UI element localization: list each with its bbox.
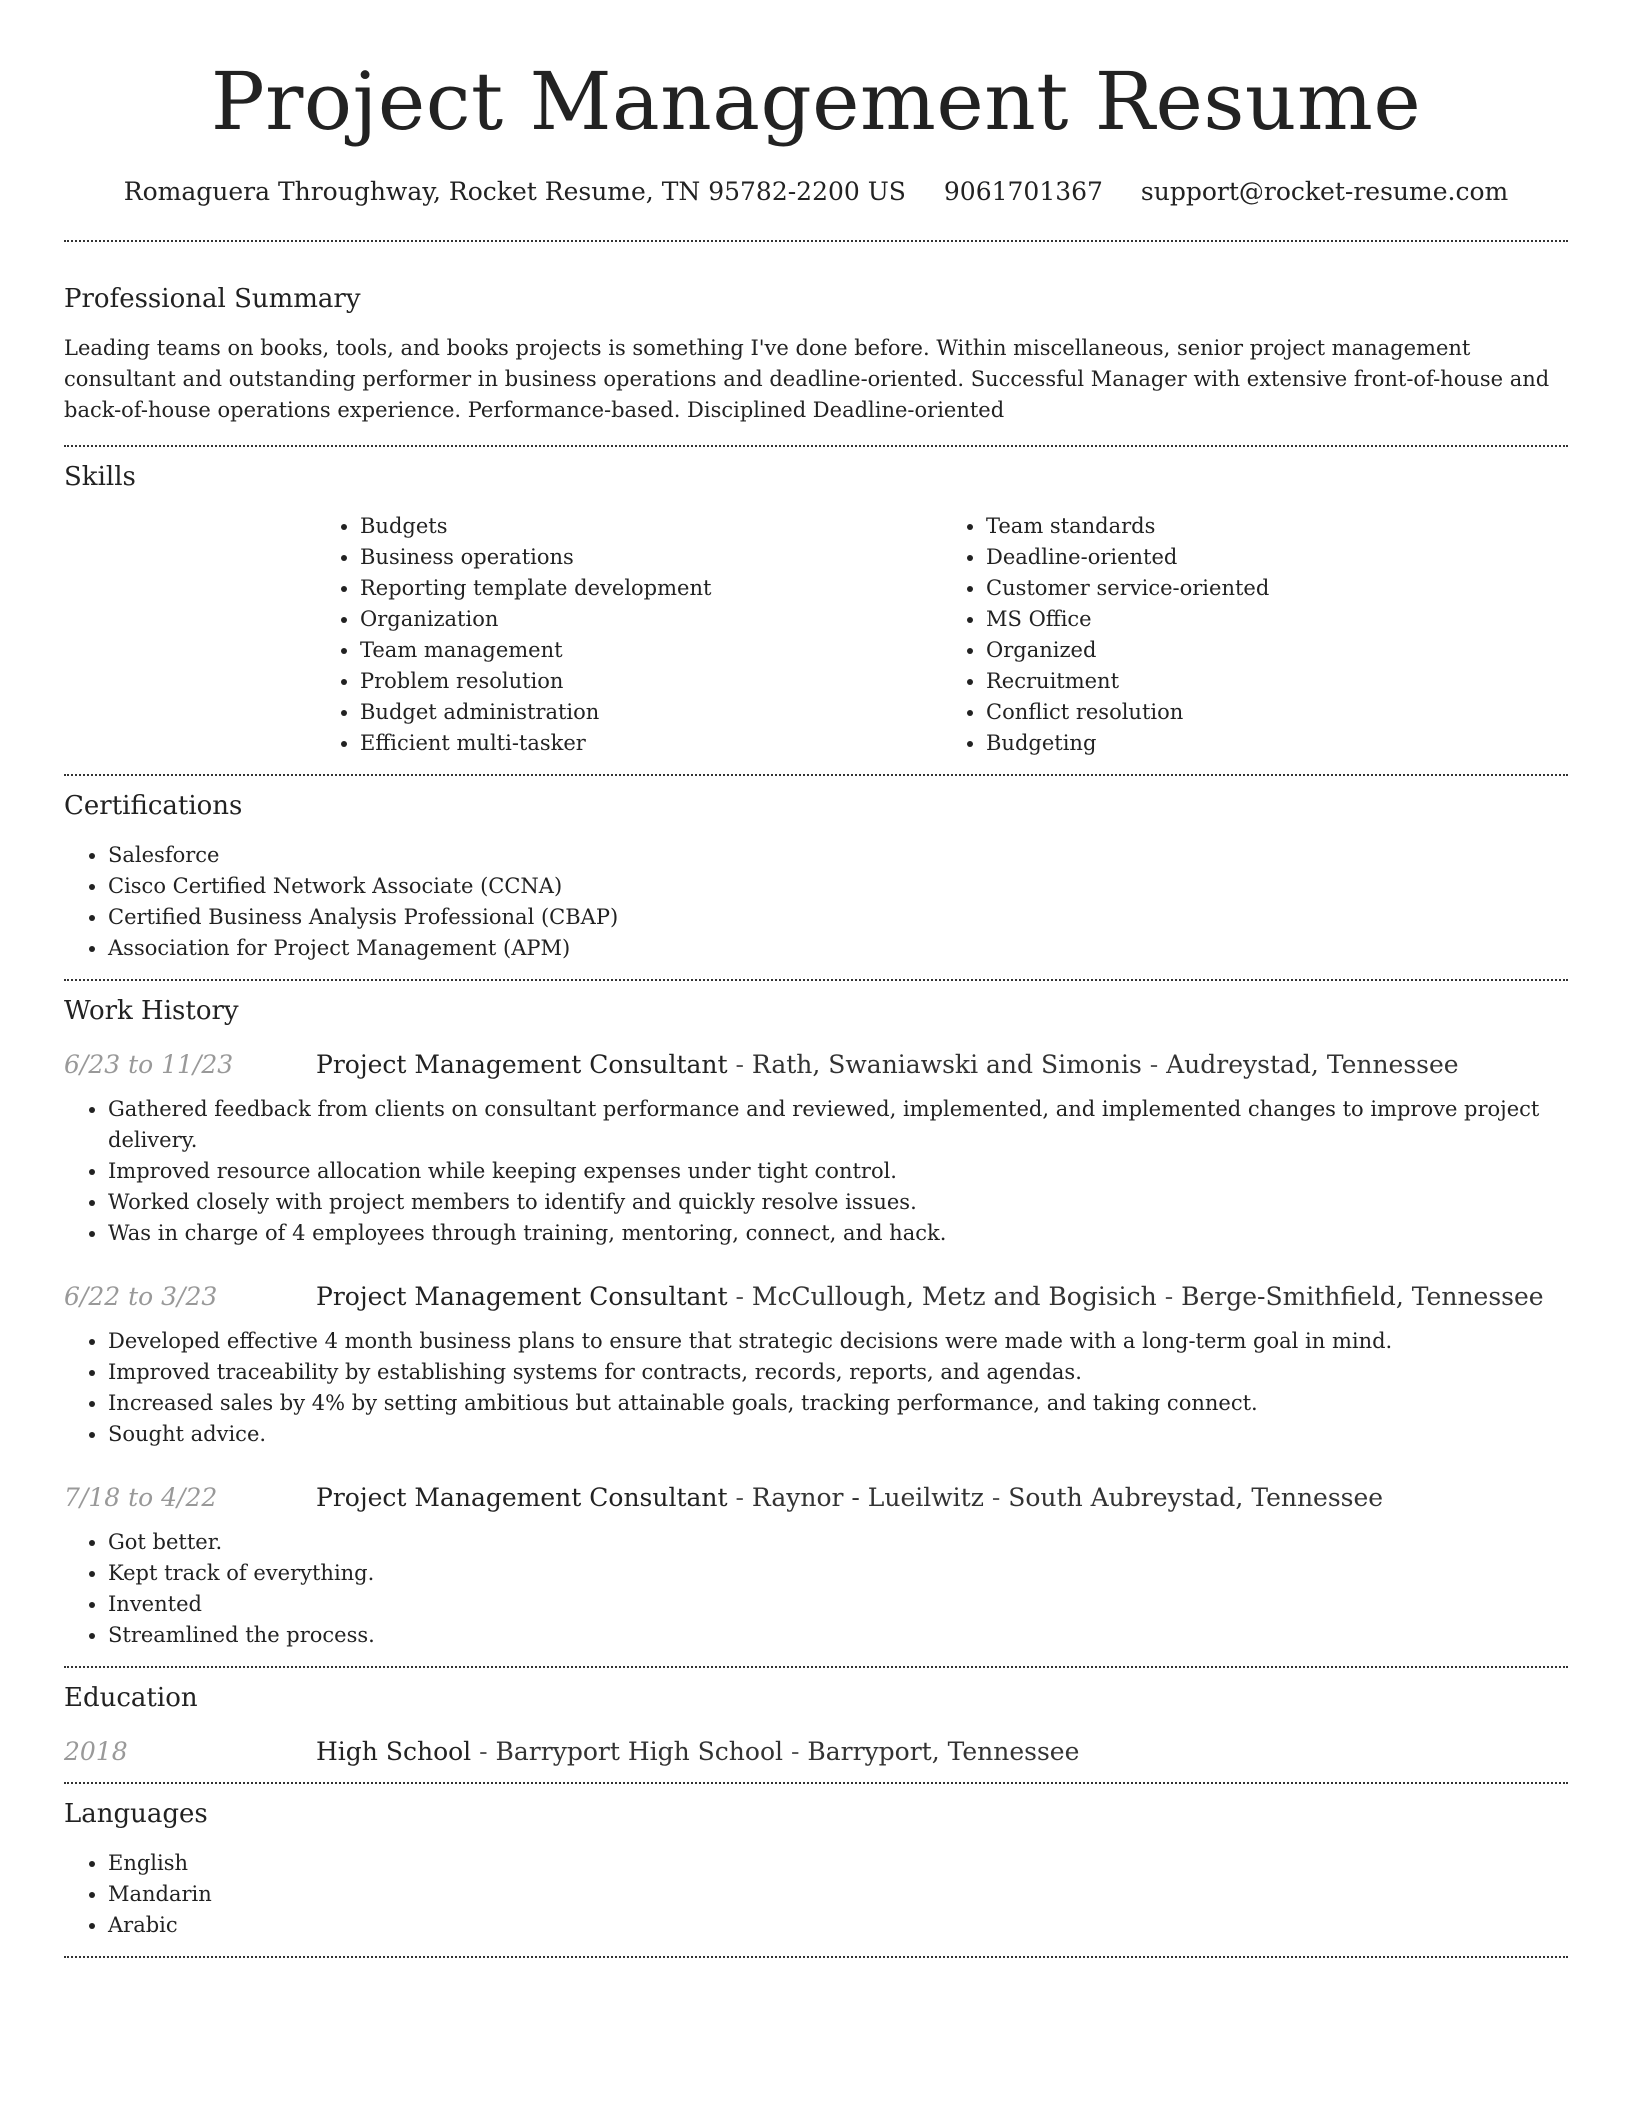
job-location: South Aubreystad, Tennessee	[1008, 1483, 1384, 1512]
education-entry	[64, 1734, 1568, 1782]
job-date: 6/22 to 3/23	[64, 1282, 218, 1311]
heading-separator: -	[471, 1737, 496, 1766]
job-role: Project Management Consultant	[316, 1483, 728, 1512]
list-item: • Certified Business Analysis Professional (CBAP)	[108, 902, 1568, 933]
list-item: • English	[108, 1848, 1568, 1879]
list-item: • Salesforce	[108, 840, 1568, 871]
job-bullets	[64, 1326, 1568, 1450]
job-header	[64, 1480, 1568, 1516]
job-heading	[316, 1480, 1383, 1516]
job-role: Project Management Consultant	[316, 1282, 728, 1311]
education-section	[64, 1668, 1568, 1782]
heading-separator: -	[983, 1483, 1009, 1512]
job-header	[64, 1047, 1568, 1083]
list-item: • Team management	[360, 635, 942, 666]
job-company: McCullough, Metz and Bogisich	[751, 1282, 1157, 1311]
list-item: • Problem resolution	[360, 666, 942, 697]
list-item: • Organization	[360, 604, 942, 635]
skills-list-left	[316, 511, 942, 759]
job-bullets	[64, 1094, 1568, 1249]
section-title-work-history: Work History	[64, 996, 239, 1026]
list-item: • Efficient multi-tasker	[360, 728, 942, 759]
education-heading	[316, 1734, 1079, 1770]
job-heading	[316, 1047, 1459, 1083]
job-entry	[64, 1480, 1568, 1666]
list-item: • Customer service-oriented	[986, 573, 1568, 604]
list-item: • Streamlined the process.	[108, 1620, 1568, 1651]
skills-list-right	[942, 511, 1568, 759]
list-item: • Budgets	[360, 511, 942, 542]
list-item: • Gathered feedback from clients on consultant performance and reviewed, implemented, and implemented changes to improve project delivery.	[108, 1094, 1568, 1156]
job-role: Project Management Consultant	[316, 1050, 728, 1079]
education-degree: High School	[316, 1737, 472, 1766]
section-title-languages: Languages	[64, 1799, 208, 1829]
list-item: • Improved traceability by establishing systems for contracts, records, reports, and agendas.	[108, 1357, 1568, 1388]
list-item: • Increased sales by 4% by setting ambitious but attainable goals, tracking performance, and taking connect.	[108, 1388, 1568, 1419]
job-date: 7/18 to 4/22	[64, 1483, 218, 1512]
job-entry	[64, 1047, 1568, 1249]
work-history-section	[64, 981, 1568, 1666]
certifications-section	[64, 776, 1568, 979]
heading-separator: -	[727, 1282, 752, 1311]
list-item: • Mandarin	[108, 1879, 1568, 1910]
list-item: • Invented	[108, 1589, 1568, 1620]
heading-separator: -	[1156, 1282, 1182, 1311]
section-title-education: Education	[64, 1683, 198, 1713]
summary-section	[64, 242, 1568, 445]
languages-section	[64, 1784, 1568, 1956]
list-item: • Team standards	[986, 511, 1568, 542]
list-item: • Budgeting	[986, 728, 1568, 759]
contact-address: Romaguera Throughway, Rocket Resume, TN 95782-2200 US	[123, 177, 906, 206]
contact-line	[64, 174, 1568, 210]
job-company: Rath, Swaniawski and Simonis	[751, 1050, 1142, 1079]
job-bullets	[64, 1527, 1568, 1651]
heading-separator: -	[727, 1483, 752, 1512]
skills-grid	[316, 511, 1568, 774]
list-item: • Organized	[986, 635, 1568, 666]
heading-separator: -	[727, 1050, 752, 1079]
skills-section	[64, 447, 1568, 774]
list-item: • Worked closely with project members to identify and quickly resolve issues.	[108, 1187, 1568, 1218]
list-item: • Developed effective 4 month business plans to ensure that strategic decisions were made with a long-term goal in mind.	[108, 1326, 1568, 1357]
education-school: Barryport High School	[495, 1737, 784, 1766]
list-item: • Cisco Certified Network Associate (CCNA)	[108, 871, 1568, 902]
list-item: • Recruitment	[986, 666, 1568, 697]
list-item: • Business operations	[360, 542, 942, 573]
list-item: • Deadline-oriented	[986, 542, 1568, 573]
section-title-summary: Professional Summary	[64, 284, 361, 314]
section-title-skills: Skills	[64, 462, 136, 492]
summary-text: Leading teams on books, tools, and books projects is something I've done before. Within miscellaneous, senior project management consultant and outstanding performer in business operations and deadline-oriented. Successful Manager with extensive front-of-house and back-of-house operations experience. Performance-based. Disciplined Deadline-oriented	[64, 336, 1550, 422]
list-item: • Reporting template development	[360, 573, 942, 604]
list-item: • Conflict resolution	[986, 697, 1568, 728]
list-item: • Association for Project Management (APM)	[108, 933, 1568, 964]
list-item: • Budget administration	[360, 697, 942, 728]
job-entry	[64, 1279, 1568, 1450]
list-item: • Got better.	[108, 1527, 1568, 1558]
contact-phone: 9061701367	[943, 177, 1103, 206]
list-item: • Improved resource allocation while keeping expenses under tight control.	[108, 1156, 1568, 1187]
list-item: • MS Office	[986, 604, 1568, 635]
education-location: Barryport, Tennessee	[807, 1737, 1080, 1766]
job-date: 6/23 to 11/23	[64, 1050, 234, 1079]
section-title-certifications: Certifications	[64, 791, 243, 821]
job-location: Audreystad, Tennessee	[1166, 1050, 1459, 1079]
languages-list	[64, 1848, 1568, 1956]
education-date: 2018	[64, 1737, 128, 1766]
job-location: Berge-Smithfield, Tennessee	[1181, 1282, 1544, 1311]
heading-separator: -	[783, 1737, 808, 1766]
section-divider	[64, 1956, 1568, 1958]
job-header	[64, 1279, 1568, 1315]
list-item: • Was in charge of 4 employees through training, mentoring, connect, and hack.	[108, 1218, 1568, 1249]
job-company: Raynor - Lueilwitz	[751, 1483, 984, 1512]
list-item: • Arabic	[108, 1910, 1568, 1941]
certifications-list	[64, 840, 1568, 979]
resume-title: Project Management Resume	[210, 55, 1422, 148]
list-item: • Kept track of everything.	[108, 1558, 1568, 1589]
contact-email: support@rocket-resume.com	[1140, 177, 1509, 206]
heading-separator: -	[1141, 1050, 1167, 1079]
job-heading	[316, 1279, 1544, 1315]
list-item: • Sought advice.	[108, 1419, 1568, 1450]
